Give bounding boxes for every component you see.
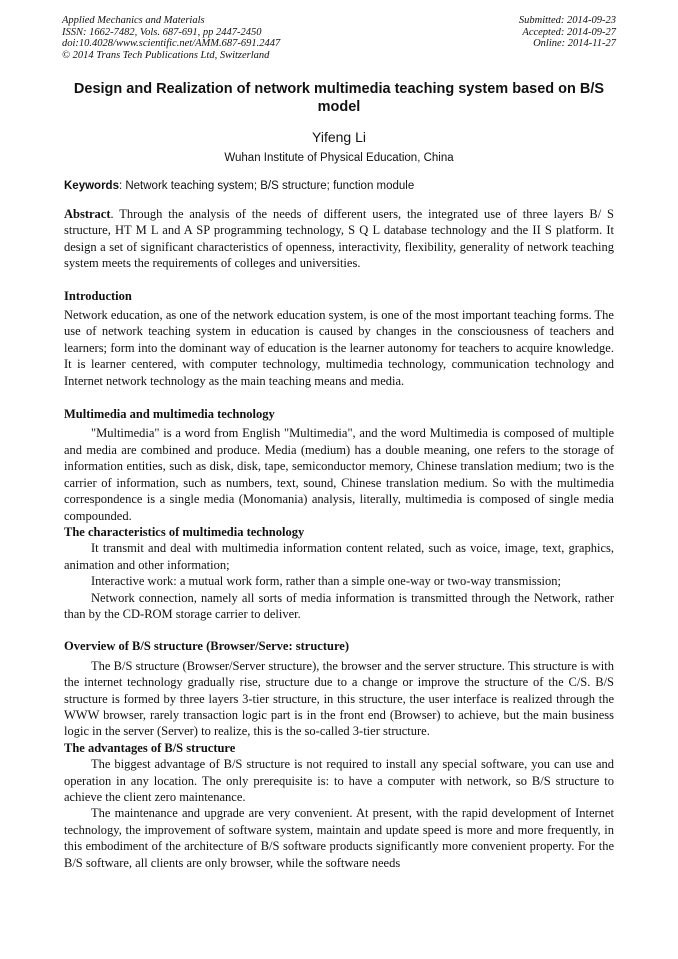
online-date: Online: 2014-11-27 — [533, 38, 616, 50]
affiliation: Wuhan Institute of Physical Education, China — [224, 152, 454, 164]
introduction-paragraph: Network education, as one of the network education system, is one of the most important teaching forms. The use of network teaching system in education is caused by changes in the consciousness of teachers and learners; form into the dominant way of education is the learner autonomy for teachers to acquire knowledge. It is learner centered, with computer technology, multimedia technology, communication technology and Internet network technology as the main teaching means and media. — [64, 308, 614, 388]
bs-structure-paragraph: The B/S structure (Browser/Server structure), the browser and the server structure. This structure is with the internet technology gradually rise, structure due to a change or improve the structure of the C/S. B/S structure is formed by three layers 3-tier structure, in this structure, the user interface is realized through the WWW browser, rarely transaction logic part is in the front end (Browser) to achieve, but the main business logic in the server (Server) to realize, this is the so-called 3-tier structure. — [64, 658, 614, 739]
advantages-heading: The advantages of B/S structure — [64, 740, 236, 755]
submitted-date: Submitted: 2014-09-23 — [518, 15, 616, 26]
characteristic-item: Network connection, namely all sorts of media information is transmitted through the Network, rather than by the CD-ROM storage carrier to deliver. — [64, 590, 614, 621]
keywords-label: Keywords — [64, 180, 119, 192]
doi-line: doi:10.4028/www.scientific.net/AMM.687-691.2447 — [62, 38, 281, 50]
characteristic-item: Interactive work: a mutual work form, rather than a simple one-way or two-way transmission; — [91, 574, 562, 589]
abstract — [64, 206, 614, 272]
multimedia-heading: Multimedia and multimedia technology — [64, 407, 275, 422]
multimedia-paragraph: "Multimedia" is a word from English "Multimedia", and the word Multimedia is composed of multiple and media are combined and produce. Media (medium) has a double meaning, one refers to the storage of information entities, such as disk, disk, tape, semiconductor memory, Chinese translation medium; two is the carrier of information, such as numbers, text, sound, Chinese translation medium. So with the multimedia correspondence is a single media (Monomania) analysis, literally, multimedia is composed of single media compounded. — [64, 426, 614, 523]
keywords — [64, 179, 614, 193]
abstract-label: Abstract — [64, 207, 111, 221]
issn-line: ISSN: 1662-7482, Vols. 687-691, pp 2447-2450 — [62, 26, 262, 38]
author-name: Yifeng Li — [312, 129, 366, 145]
accepted-date: Accepted: 2014-09-27 — [522, 26, 616, 38]
dates-info — [519, 15, 616, 50]
journal-name: Applied Mechanics and Materials — [62, 15, 205, 26]
advantage-paragraph: The biggest advantage of B/S structure is not required to install any special software, you can use and operation in any location. The only prerequisite is: to have a computer with network, so B/S structure to achieve the client zero maintenance. — [64, 757, 614, 804]
article-body — [64, 80, 614, 871]
journal-info — [62, 15, 280, 61]
characteristics-heading: The characteristics of multimedia technology — [64, 524, 305, 539]
keywords-text: : Network teaching system; B/S structure; function module — [118, 180, 415, 192]
introduction-heading: Introduction — [64, 288, 132, 303]
advantage-paragraph: The maintenance and upgrade are very convenient. At present, with the rapid development of Internet technology, the improvement of software system, maintain and update speed is more and more frequently, in this embodiment of the architecture of B/S software products significantly more convenient property. For the B/S software, all clients are only browser, while the software needs — [64, 806, 614, 870]
abstract-text: . Through the analysis of the needs of different users, the integrated use of three layers B/ S structure, HT M L and A SP programming technology, S Q L database technology and the II S platform. It design a set of significant characteristics of openness, interactivity, flexibility, generality of network teaching system meets the requirements of colleges and universities. — [64, 207, 614, 271]
paper-title: Design and Realization of network multimedia teaching system based on B/S model — [73, 81, 605, 115]
copyright-line: © 2014 Trans Tech Publications Ltd, Switzerland — [62, 49, 270, 61]
characteristic-item: It transmit and deal with multimedia information content related, such as voice, image, text, graphics, animation and other information; — [64, 541, 614, 572]
bs-structure-heading: Overview of B/S structure (Browser/Serve: structure) — [64, 639, 349, 654]
